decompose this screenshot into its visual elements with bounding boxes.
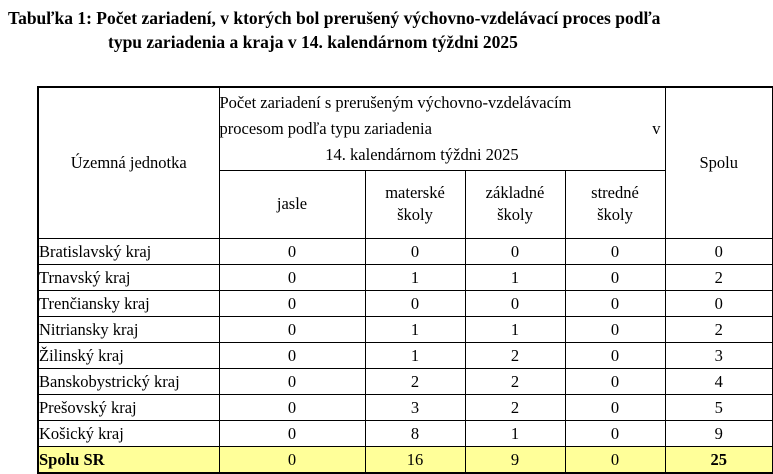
cell: 0	[219, 394, 365, 420]
caption-line-1: Tabuľka 1: Počet zariadení, v ktorých bol prerušený výchovno-vzdelávací proces podľa	[8, 8, 661, 28]
header-sub-jasle-text: jasle	[276, 194, 308, 213]
row-name: Banskobystrický kraj	[38, 368, 219, 394]
cell-total: 5	[665, 394, 773, 420]
cell: 0	[365, 290, 465, 316]
cell-total: 0	[665, 238, 773, 264]
sum-cell-total: 25	[665, 446, 773, 473]
cell: 1	[365, 264, 465, 290]
header-sub-materske-l2: školy	[397, 205, 433, 224]
table-row	[38, 342, 773, 368]
cell-total: 2	[665, 316, 773, 342]
table-row	[38, 290, 773, 316]
header-sub-materske	[365, 170, 465, 238]
cell: 2	[465, 368, 565, 394]
sum-cell: 0	[219, 446, 365, 473]
cell: 1	[465, 316, 565, 342]
cell: 0	[365, 238, 465, 264]
table-row	[38, 316, 773, 342]
row-name: Prešovský kraj	[38, 394, 219, 420]
cell: 0	[565, 316, 665, 342]
table-row	[38, 264, 773, 290]
header-group	[219, 87, 665, 170]
cell: 0	[219, 342, 365, 368]
header-group-line-2: procesom podľa typu zariadenia	[219, 118, 432, 138]
header-sub-jasle	[219, 170, 365, 238]
cell: 0	[565, 394, 665, 420]
sum-row	[38, 446, 773, 473]
cell: 1	[365, 342, 465, 368]
header-sub-materske-l1: materské	[385, 183, 445, 202]
cell: 1	[365, 316, 465, 342]
table-caption	[8, 6, 768, 54]
row-name: Trenčiansky kraj	[38, 290, 219, 316]
header-sub-stredne-l2: školy	[597, 205, 633, 224]
cell: 1	[465, 420, 565, 446]
cell: 0	[565, 368, 665, 394]
caption-line-2: typu zariadenia a kraja v 14. kalendárnom týždni 2025	[108, 32, 518, 52]
header-sub-stredne	[565, 170, 665, 238]
table-row	[38, 420, 773, 446]
header-sub-zakladne-l1: základné	[485, 183, 545, 202]
cell: 0	[219, 238, 365, 264]
header-group-v: v	[652, 118, 661, 138]
cell: 0	[219, 368, 365, 394]
cell: 0	[565, 238, 665, 264]
data-table	[37, 86, 773, 474]
cell: 0	[565, 264, 665, 290]
header-total: Spolu	[665, 87, 773, 238]
sum-cell: 16	[365, 446, 465, 473]
cell-total: 9	[665, 420, 773, 446]
header-sub-zakladne	[465, 170, 565, 238]
row-name: Nitriansky kraj	[38, 316, 219, 342]
row-name: Košický kraj	[38, 420, 219, 446]
cell: 0	[465, 238, 565, 264]
cell-total: 3	[665, 342, 773, 368]
cell-total: 0	[665, 290, 773, 316]
header-sub-zakladne-l2: školy	[497, 205, 533, 224]
cell: 0	[219, 290, 365, 316]
cell: 0	[565, 342, 665, 368]
header-unit: Územná jednotka	[38, 87, 219, 238]
table-row	[38, 368, 773, 394]
cell: 0	[565, 290, 665, 316]
cell: 2	[365, 368, 465, 394]
sum-row-name: Spolu SR	[38, 446, 219, 473]
cell: 0	[465, 290, 565, 316]
header-group-line-1: Počet zariadení s prerušeným výchovno-vzdelávacím	[219, 92, 572, 112]
cell: 1	[465, 264, 565, 290]
header-group-line-3: 14. kalendárnom týždni 2025	[325, 144, 519, 164]
cell: 0	[219, 316, 365, 342]
row-name: Žilinský kraj	[38, 342, 219, 368]
cell: 0	[219, 420, 365, 446]
row-name: Trnavský kraj	[38, 264, 219, 290]
row-name: Bratislavský kraj	[38, 238, 219, 264]
cell: 0	[219, 264, 365, 290]
cell: 0	[565, 420, 665, 446]
sum-cell: 0	[565, 446, 665, 473]
cell: 8	[365, 420, 465, 446]
cell-total: 2	[665, 264, 773, 290]
header-sub-stredne-l1: stredné	[591, 183, 639, 202]
cell: 2	[465, 394, 565, 420]
cell: 3	[365, 394, 465, 420]
table-row	[38, 394, 773, 420]
table-body	[38, 238, 773, 473]
table-row	[38, 238, 773, 264]
sum-cell: 9	[465, 446, 565, 473]
cell: 2	[465, 342, 565, 368]
cell-total: 4	[665, 368, 773, 394]
